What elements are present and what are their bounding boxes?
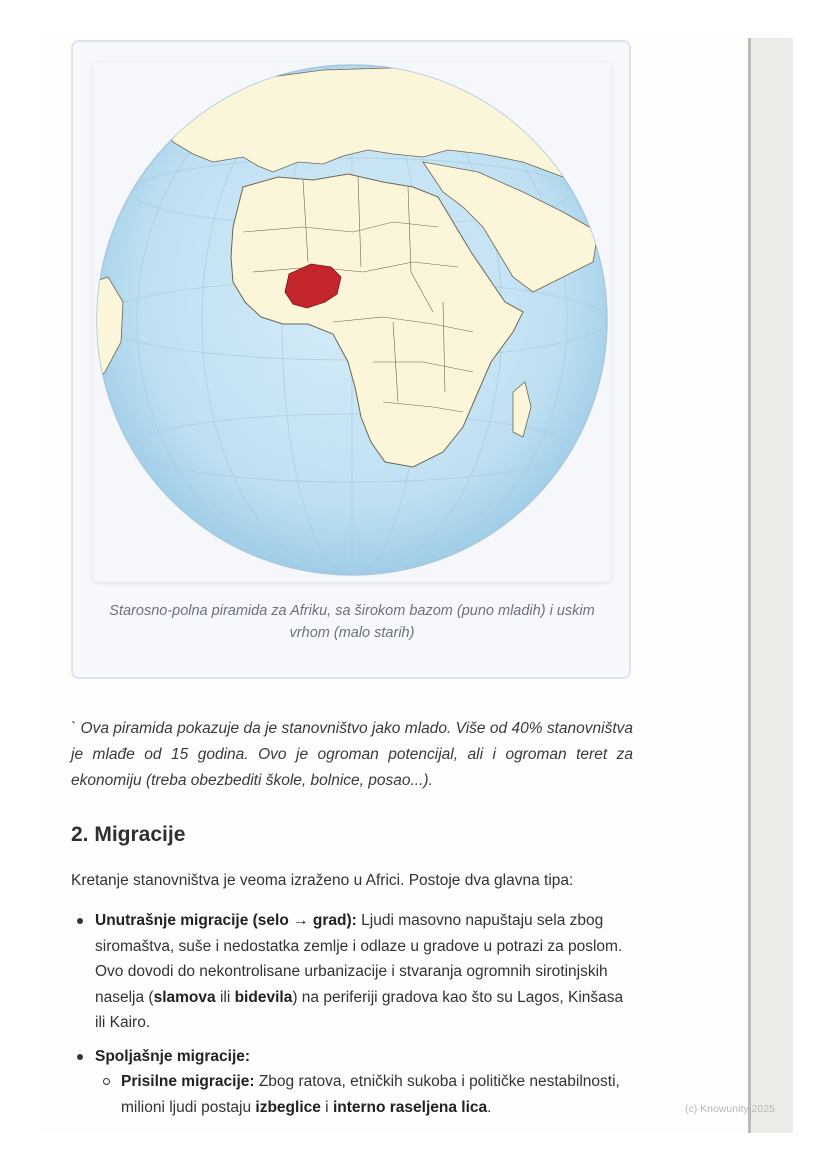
globe-map-image — [93, 62, 611, 582]
list-item-text: i — [320, 1098, 333, 1116]
intro-paragraph: Kretanje stanovništva je veoma izraženo u Africi. Postoje dva glavna tipa: — [71, 872, 574, 889]
scrollbar[interactable] — [748, 38, 793, 1133]
term-internal-migration: Unutrašnje migracije (selo → grad): — [95, 912, 357, 929]
list-item-text: ) na periferiji gradova kao što su Lagos, Kinšasa ili Kairo. — [95, 988, 624, 1031]
term-external-migration: Spoljašnje migracije: — [95, 1047, 251, 1065]
figure-caption: Starosno-polna piramida za Afriku, sa širokom bazom (puno mladih) i uskim vrhom (malo starih) — [109, 603, 595, 641]
term-bidonvilles: bidevila — [234, 988, 293, 1006]
migration-list — [71, 908, 631, 1128]
copyright-notice: (c) Knowunity 2025 — [685, 1103, 775, 1115]
africa-globe-map — [93, 62, 611, 582]
list-item — [71, 1044, 631, 1121]
term-idps: interno raseljena lica — [332, 1098, 488, 1116]
list-item-text: Zbog ratova, etničkih sukoba i političke nestabilnosti, milioni ljudi postaju — [121, 1073, 620, 1116]
list-item-text: ili — [215, 988, 235, 1006]
sub-list-item — [95, 1069, 631, 1120]
figure-card — [71, 40, 631, 679]
list-item — [71, 908, 631, 1036]
section-heading: 2. Migracije — [71, 823, 186, 846]
list-item-text: . — [487, 1098, 492, 1116]
sub-list — [95, 1069, 631, 1120]
list-item-text: Ljudi masovno napuštaju sela zbog siromaštva, suše i nedostatka zemlje i odlaze u gradove u potrazi za poslom. Ovo dovodi do nekontrolisane urbanizacije i stvaranja ogromnih sirotinjskih naselja ( — [95, 912, 623, 1006]
term-refugees: izbeglice — [255, 1098, 321, 1116]
term-forced-migration: Prisilne migracije: — [121, 1073, 255, 1090]
italic-paragraph: ` Ova piramida pokazuje da je stanovništvo jako mlado. Više od 40% stanovništva je mlađe od 15 godina. Ovo je ogroman potencijal, ali i ogroman teret za ekonomiju (treba obezbediti škole, bolnice, posao...). — [71, 720, 633, 789]
term-slums: slamova — [153, 988, 216, 1006]
